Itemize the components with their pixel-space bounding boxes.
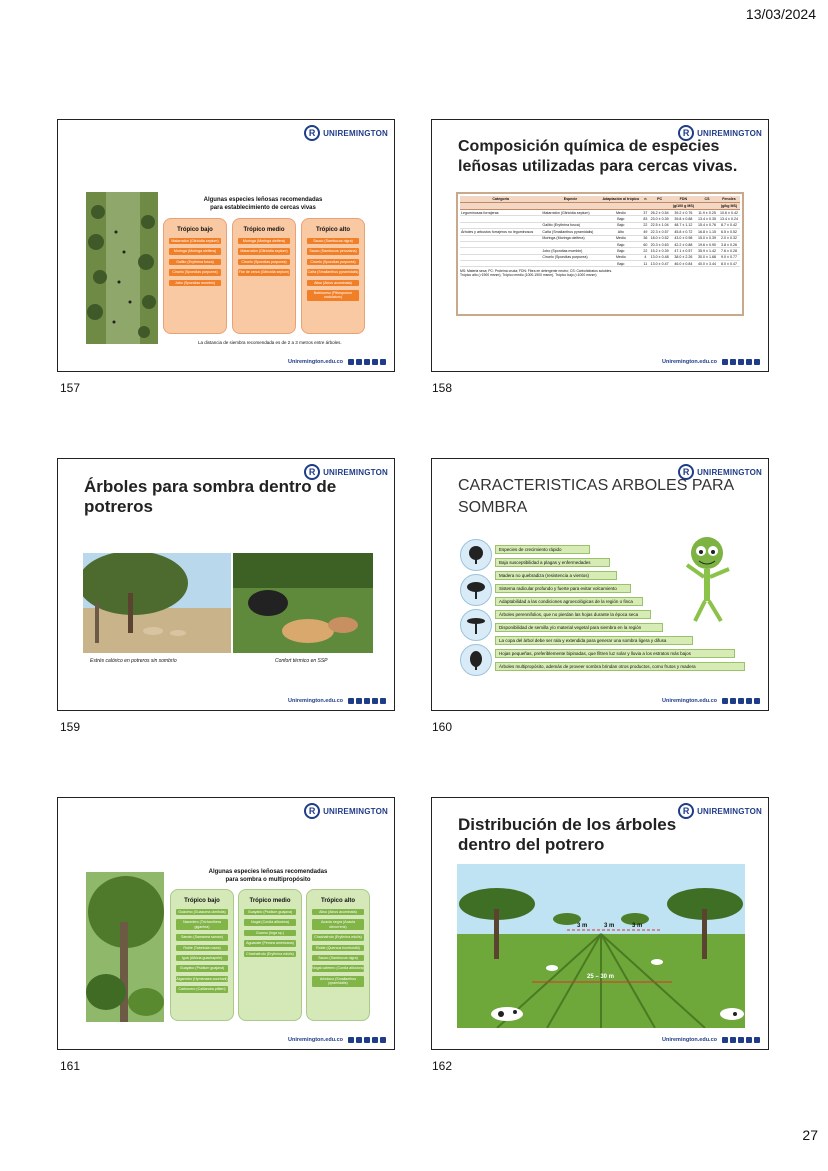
- slide-161-title: Algunas especies leñosas recomendadas para sombra o multipropósito: [208, 869, 328, 883]
- table-cell: Moringa (Moringa oleifera): [541, 235, 599, 241]
- table-cell: 39.2 ± 0.76: [671, 210, 696, 216]
- slide-footer: Uniremington.edu.co: [662, 698, 760, 704]
- table-cell: 16.8 ± 1.15: [698, 229, 717, 234]
- species-cell: Ciruelo (Spondias purpurea): [307, 259, 359, 265]
- species-cell: Guamo (Inga sp.): [244, 930, 296, 936]
- uniremington-logo: [304, 125, 388, 141]
- species-cell: Sauco (Sambucus nigra): [312, 955, 364, 961]
- species-cell: Nogal (Cordia alliodora): [244, 919, 296, 925]
- social-icons: [348, 359, 386, 365]
- characteristic-item: Disponibilidad de semilla y/o material vegetal para siembra en la región: [495, 623, 663, 632]
- characteristic-item: Hojas pequeñas, preferiblemente bipinadas, que filtren luz solar y lluvia a los estratos más bajos: [495, 649, 735, 658]
- logo-mark-icon: R: [304, 464, 320, 480]
- species-cell: Aliso (Alnus acuminata): [312, 909, 364, 915]
- species-cell: Nacedero (Trichanthera gigantea): [176, 919, 228, 930]
- slide-footer: Uniremington.edu.co: [288, 698, 386, 704]
- tree-icon: [460, 539, 492, 571]
- slide-160-title: CARACTERISTICAS ARBOLES PARA SOMBRA: [458, 477, 735, 516]
- table-cell: 15.2 ± 0.39: [650, 248, 669, 253]
- table-cell: Jobo (Spondias mombin): [541, 248, 599, 254]
- table-cell: 40.0 ± 3.44: [698, 261, 717, 266]
- table-cell: 20.3 ± 0.63: [650, 242, 669, 247]
- table-cell: 8.0 ± 0.47: [718, 261, 740, 267]
- table-row: [460, 261, 740, 267]
- table-cell: Árboles y arbustos forrajeros no leguminosos: [460, 229, 541, 235]
- tree-icon: [460, 574, 492, 606]
- table-cell: 2.0 ± 0.32: [718, 235, 740, 241]
- slide-162-title: Distribución de los árboles dentro del potrero: [458, 815, 677, 854]
- social-icons: [722, 1037, 760, 1043]
- column-tropico-bajo: Trópico bajo Guácimo (Guazuma ulmifolia) Nacedero (Trichanthera gigantea) Samán (Samanea saman) Roble (Tabebuia rosea) Iguá (Albizia guachapele) Guayabo (Psidium guajava) Algarrobo (Hymenaea courbaril) Carbonero (Calliandra pittieri): [170, 889, 234, 1021]
- column-tropico-alto: Trópico alto Aliso (Alnus acuminata) Acacia negra (Acacia decurrens) Chachafruto (Erythrina edulis) Roble (Quercus humboldtii) Sauco (Sambucus nigra) Nogal cafetero (Cordia alliodora) Arboloco (Smallanthus pyramidalis): [306, 889, 370, 1021]
- table-cell: 39.8 ± 0.88: [671, 216, 696, 222]
- species-cell: Ciruelo (Spondias purpurea): [169, 269, 221, 275]
- species-cell: Carbonero (Calliandra pittieri): [176, 986, 228, 992]
- table-cell: Bajo: [600, 261, 643, 267]
- table-cell: Alto: [600, 229, 643, 235]
- logo-name: UNIREMINGTON: [697, 128, 762, 138]
- spacing-label: 3 m: [632, 923, 643, 929]
- table-cell: Gallito (Erythrina fusca): [541, 222, 599, 228]
- table-cell: 11: [643, 261, 648, 266]
- slide-footer: Uniremington.edu.co: [662, 359, 760, 365]
- table-cell: 22: [643, 223, 648, 228]
- logo-name: UNIREMINGTON: [323, 806, 388, 816]
- logo-name: UNIREMINGTON: [697, 806, 762, 816]
- slide-159-title: Árboles para sombra dentro de potreros: [84, 477, 337, 516]
- table-cell: 42.2 ± 0.88: [671, 241, 696, 247]
- thermal-comfort-photo: [233, 553, 373, 653]
- characteristic-item: La copa del árbol debe ser rala y extendida para generar una sombra ligera y difusa: [495, 636, 693, 645]
- species-cell: Samán (Samanea saman): [176, 934, 228, 940]
- table-cell: 4: [642, 254, 649, 260]
- logo-mark-icon: R: [304, 803, 320, 819]
- social-icons: [348, 698, 386, 704]
- slide-162: [431, 797, 769, 1050]
- heat-stress-photo: [83, 553, 231, 653]
- table-cell: 22.3 ± 0.57: [650, 229, 669, 234]
- characteristic-item: Árboles multipropósito, además de proveer sombra brindan otros productos, como frutos y madera: [495, 662, 745, 671]
- logo-name: UNIREMINGTON: [697, 467, 762, 477]
- page-number: 27: [802, 1127, 818, 1143]
- composition-table: Categoría Especie Adaptación al trópico n PC FDN CS Fenoles (g/100 g MS) (g/kg MS) Leguminosas forrajeras Matarratón (Gliricidia sepium) Medio 37 26.2 ± 0.54 39.2 ± 0.76 11.9 ± 0.25 10.6 ± 0.42 Bajo 83 23.0 ± 0.39 39.8 ± 0.88 13.4 ± 0.35 13.4 ± 0.24 Gallito (Erythrina fusca) Bajo 22 22.5 ± 1.04 48.7 ± 1.12 15.4 ± 0.76 8.7 ± 0.42 Árboles y arbustos forrajeros no leguminosos Caña (Smallanthus pyramidalis) Alto 49 22.3 ± 0.57 45.8 ± 0.72 16.8 ± 1.15 6.5 ± 0.52 Moringa (Moringa oleifera) Medio 36 18.0 ± 0.52 43.0 ± 0.98 15.0 ± 0.39 2.0 ± 0.32 Bajo 60 20.3 ± 0.63 42.2 ± 0.88 19.6 ± 0.90 3.8 ± 0.26 Jobo (Spondias mombin) Bajo 22 15.2 ± 0.39 47.1 ± 0.57 35.9 ± 1.42 7.6 ± 0.28 Ciruelo (Spondias purpurea) Medio 4 13.0 ± 0.48 38.0 ± 2.26 30.0 ± 1.68 9.0 ± 0.77 Bajo 11 13.0 ± 0.47 46.0 ± 0.84 40.0 ± 3.44 8.0 ± 0.47: [460, 196, 740, 267]
- table-cell: 13.4 ± 0.24: [718, 216, 740, 222]
- species-cell: Guácimo (Guazuma ulmifolia): [176, 909, 228, 915]
- table-cell: 13.0 ± 0.48: [650, 255, 669, 260]
- table-cell: 47.1 ± 0.57: [671, 248, 696, 254]
- table-cell: Bajo: [600, 216, 643, 222]
- logo-name: UNIREMINGTON: [323, 467, 388, 477]
- species-cell: Nogal cafetero (Cordia alliodora): [312, 966, 364, 971]
- slide-158: [431, 119, 769, 372]
- table-cell: 48.7 ± 1.12: [671, 222, 696, 228]
- table-cell: Caña (Smallanthus pyramidalis): [541, 229, 599, 235]
- species-cell: Acacia negra (Acacia decurrens): [312, 919, 364, 930]
- column-tropico-bajo: Trópico bajo Matarratón (Gliricidia sepium) Moringa (Moringa oleifera) Gallito (Erythrina fusca) Ciruelo (Spondias purpurea) Jobo (Spondias mombin): [163, 218, 227, 334]
- slide-160: [431, 458, 769, 711]
- table-cell: Medio: [600, 235, 643, 241]
- table-cell: 19.6 ± 0.90: [698, 242, 717, 247]
- table-cell: 22: [643, 248, 648, 253]
- slide-number: 161: [60, 1059, 81, 1073]
- characteristic-item: Madera no quebradiza (resistencia a vientos): [495, 571, 617, 580]
- table-cell: 83: [643, 217, 648, 222]
- table-cell: 8.7 ± 0.42: [718, 222, 740, 228]
- uniremington-logo: [304, 803, 388, 819]
- species-cell: Botrioneso (Pittosporum undulatum): [307, 290, 359, 301]
- table-cell: 15.4 ± 0.76: [698, 223, 717, 228]
- table-cell: Medio: [600, 210, 643, 216]
- slide-158-title: Composición química de especies leñosas utilizadas para cercas vivas.: [458, 138, 738, 175]
- table-cell: [541, 261, 599, 267]
- table-cell: 11.9 ± 0.25: [696, 210, 718, 216]
- table-cell: 22.5 ± 1.04: [650, 223, 669, 228]
- column-tropico-medio: Trópico medio Guayabo (Psidium guajava) Nogal (Cordia alliodora) Guamo (Inga sp.) Aguacate (Persea americana) Chachafruto (Erythrina edulis): [238, 889, 302, 1021]
- spacing-label: 3 m: [604, 923, 615, 929]
- slide-number: 159: [60, 720, 81, 734]
- chemical-composition-table: [456, 192, 744, 316]
- column-tropico-medio: Trópico medio Moringa (Moringa oleifera) Matarratón (Gliricidia sepium) Ciruelo (Spondias purpurea) Flor de cerca (Gliricidia sepium): [232, 218, 296, 334]
- table-cell: 43.0 ± 0.98: [671, 235, 696, 241]
- table-cell: 46.0 ± 0.84: [671, 261, 696, 267]
- table-footnote-2: Trópico alto (>1900 msnm), Trópico medio (1000-1900 msnm), Trópico bajo (<1000 msnm): [460, 273, 597, 278]
- table-footnote: MS: Materia seca; PC: Proteína cruda; FDN: Fibra en detergente neutro; CS: Carbohidratos solubles.: [460, 269, 613, 274]
- table-cell: 9.0 ± 0.77: [718, 254, 740, 260]
- species-cell: Guayabo (Psidium guajava): [244, 909, 296, 915]
- table-cell: 13.0 ± 0.47: [650, 261, 669, 266]
- table-cell: Medio: [600, 254, 643, 260]
- table-cell: 18.0 ± 0.52: [650, 236, 669, 241]
- tree-mascot-illustration: [677, 535, 737, 625]
- logo-mark-icon: R: [304, 125, 320, 141]
- table-cell: 30.0 ± 1.68: [698, 255, 717, 260]
- species-cell: Arboloco (Smallanthus pyramidalis): [312, 976, 364, 987]
- table-cell: Bajo: [600, 241, 643, 247]
- species-cell: Ciruelo (Spondias purpurea): [238, 259, 290, 265]
- table-cell: 15.0 ± 0.39: [698, 236, 717, 241]
- caption-heat-stress: Estrés calórico en potreros sin sombrío: [90, 658, 177, 664]
- characteristic-item: Árboles perennifolios, que no pierdan las hojas durante la época seca: [495, 610, 651, 619]
- logo-mark-icon: R: [678, 125, 694, 141]
- characteristic-item: Baja susceptibilidad a plagas y enfermedades: [495, 558, 610, 567]
- table-cell: 49: [643, 229, 648, 234]
- slide-footer: Uniremington.edu.co: [288, 1037, 386, 1043]
- table-cell: 3.8 ± 0.26: [718, 241, 740, 247]
- species-cell: Sauco (Sambucus peruviana): [307, 248, 359, 254]
- table-cell: 26.2 ± 0.54: [650, 210, 669, 215]
- spacing-label: 3 m: [577, 923, 588, 929]
- species-cell: Iguá (Albizia guachapele): [176, 955, 228, 961]
- social-icons: [722, 698, 760, 704]
- caption-thermal-comfort: Confort térmico en SSP: [275, 658, 328, 664]
- slide-161: [57, 797, 395, 1050]
- uniremington-logo: [678, 803, 762, 819]
- species-cell: Algarrobo (Hymenaea courbaril): [176, 976, 228, 981]
- slide-footer: Uniremington.edu.co: [662, 1037, 760, 1043]
- table-cell: Bajo: [600, 248, 643, 254]
- slide-number: 162: [432, 1059, 453, 1073]
- logo-name: UNIREMINGTON: [323, 128, 388, 138]
- species-cell: Jobo (Spondias mombin): [169, 280, 221, 286]
- characteristic-item: Especies de crecimiento rápido: [495, 545, 590, 554]
- table-cell: 7.6 ± 0.28: [718, 248, 740, 254]
- table-cell: 10.6 ± 0.42: [718, 210, 740, 216]
- row-distance-label: 25 – 30 m: [587, 974, 615, 980]
- species-cell: Chachafruto (Erythrina edulis): [244, 951, 296, 957]
- table-cell: 6.5 ± 0.52: [718, 229, 740, 235]
- social-icons: [348, 1037, 386, 1043]
- slide-number: 158: [432, 381, 453, 395]
- slide-157-title: Algunas especies leñosas recomendadas para establecimiento de cercas vivas: [203, 197, 323, 211]
- table-cell: Matarratón (Gliricidia sepium): [541, 210, 599, 216]
- slide-footer: Uniremington.edu.co: [288, 359, 386, 365]
- slide-number: 160: [432, 720, 453, 734]
- slide-number: 157: [60, 381, 81, 395]
- table-cell: 60: [643, 242, 648, 247]
- logo-mark-icon: R: [678, 803, 694, 819]
- species-cell: Moringa (Moringa oleifera): [169, 248, 221, 254]
- slide-159: [57, 458, 395, 711]
- species-cell: Gallito (Erythrina fusca): [169, 259, 221, 265]
- characteristic-item: Sistema radicular profundo y fuerte para evitar volcamiento: [495, 584, 631, 593]
- logo-mark-icon: R: [678, 464, 694, 480]
- table-cell: Bajo: [600, 222, 643, 228]
- species-cell: Sauco (Sambucus nigra): [307, 238, 359, 244]
- species-cell: Moringa (Moringa oleifera): [238, 238, 290, 244]
- table-cell: 35.9 ± 1.42: [698, 248, 717, 253]
- species-cell: Guayabo (Psidium guajava): [176, 965, 228, 971]
- table-cell: 45.8 ± 0.72: [671, 229, 696, 235]
- species-cell: Chachafruto (Erythrina edulis): [312, 934, 364, 940]
- tree-icon: [460, 644, 492, 676]
- table-cell: 13.4 ± 0.35: [698, 217, 717, 222]
- shade-trees-photo: [86, 872, 164, 1022]
- tree-icon: [460, 609, 492, 641]
- species-cell: Matarratón (Gliricidia sepium): [169, 238, 221, 244]
- species-cell: Matarratón (Gliricidia sepium): [238, 248, 290, 254]
- species-cell: Caña (Smallanthus pyramidalis): [307, 270, 359, 275]
- table-cell: Leguminosas forrajeras: [460, 210, 541, 216]
- species-cell: Roble (Quercus humboldtii): [312, 945, 364, 951]
- species-cell: Aguacate (Persea americana): [244, 940, 296, 946]
- species-cell: Roble (Tabebuia rosea): [176, 945, 228, 951]
- table-cell: 23.0 ± 0.39: [650, 217, 669, 222]
- aerial-live-fence-photo: [86, 192, 158, 344]
- table-cell: 37: [643, 210, 648, 215]
- characteristic-item: Adaptabilidad a las condiciones agroecológicas de la región o finca: [495, 597, 643, 606]
- social-icons: [722, 359, 760, 365]
- planting-distance-note: La distancia de siembra recomendada es de 2 a 3 metros entre árboles.: [198, 340, 342, 345]
- slide-157: [57, 119, 395, 372]
- table-cell: [460, 261, 541, 267]
- table-cell: 38.0 ± 2.26: [671, 254, 696, 260]
- species-cell: Flor de cerca (Gliricidia sepium): [238, 270, 290, 275]
- table-cell: Ciruelo (Spondias purpurea): [541, 254, 599, 260]
- tree-distribution-illustration: [457, 864, 745, 1028]
- species-cell: Aliso (Alnus acuminata): [307, 280, 359, 286]
- column-tropico-alto: Trópico alto Sauco (Sambucus nigra) Sauco (Sambucus peruviana) Ciruelo (Spondias purpurea) Caña (Smallanthus pyramidalis) Aliso (Alnus acuminata) Botrioneso (Pittosporum undulatum): [301, 218, 365, 334]
- print-date: 13/03/2024: [745, 6, 816, 22]
- table-cell: 36: [643, 236, 648, 241]
